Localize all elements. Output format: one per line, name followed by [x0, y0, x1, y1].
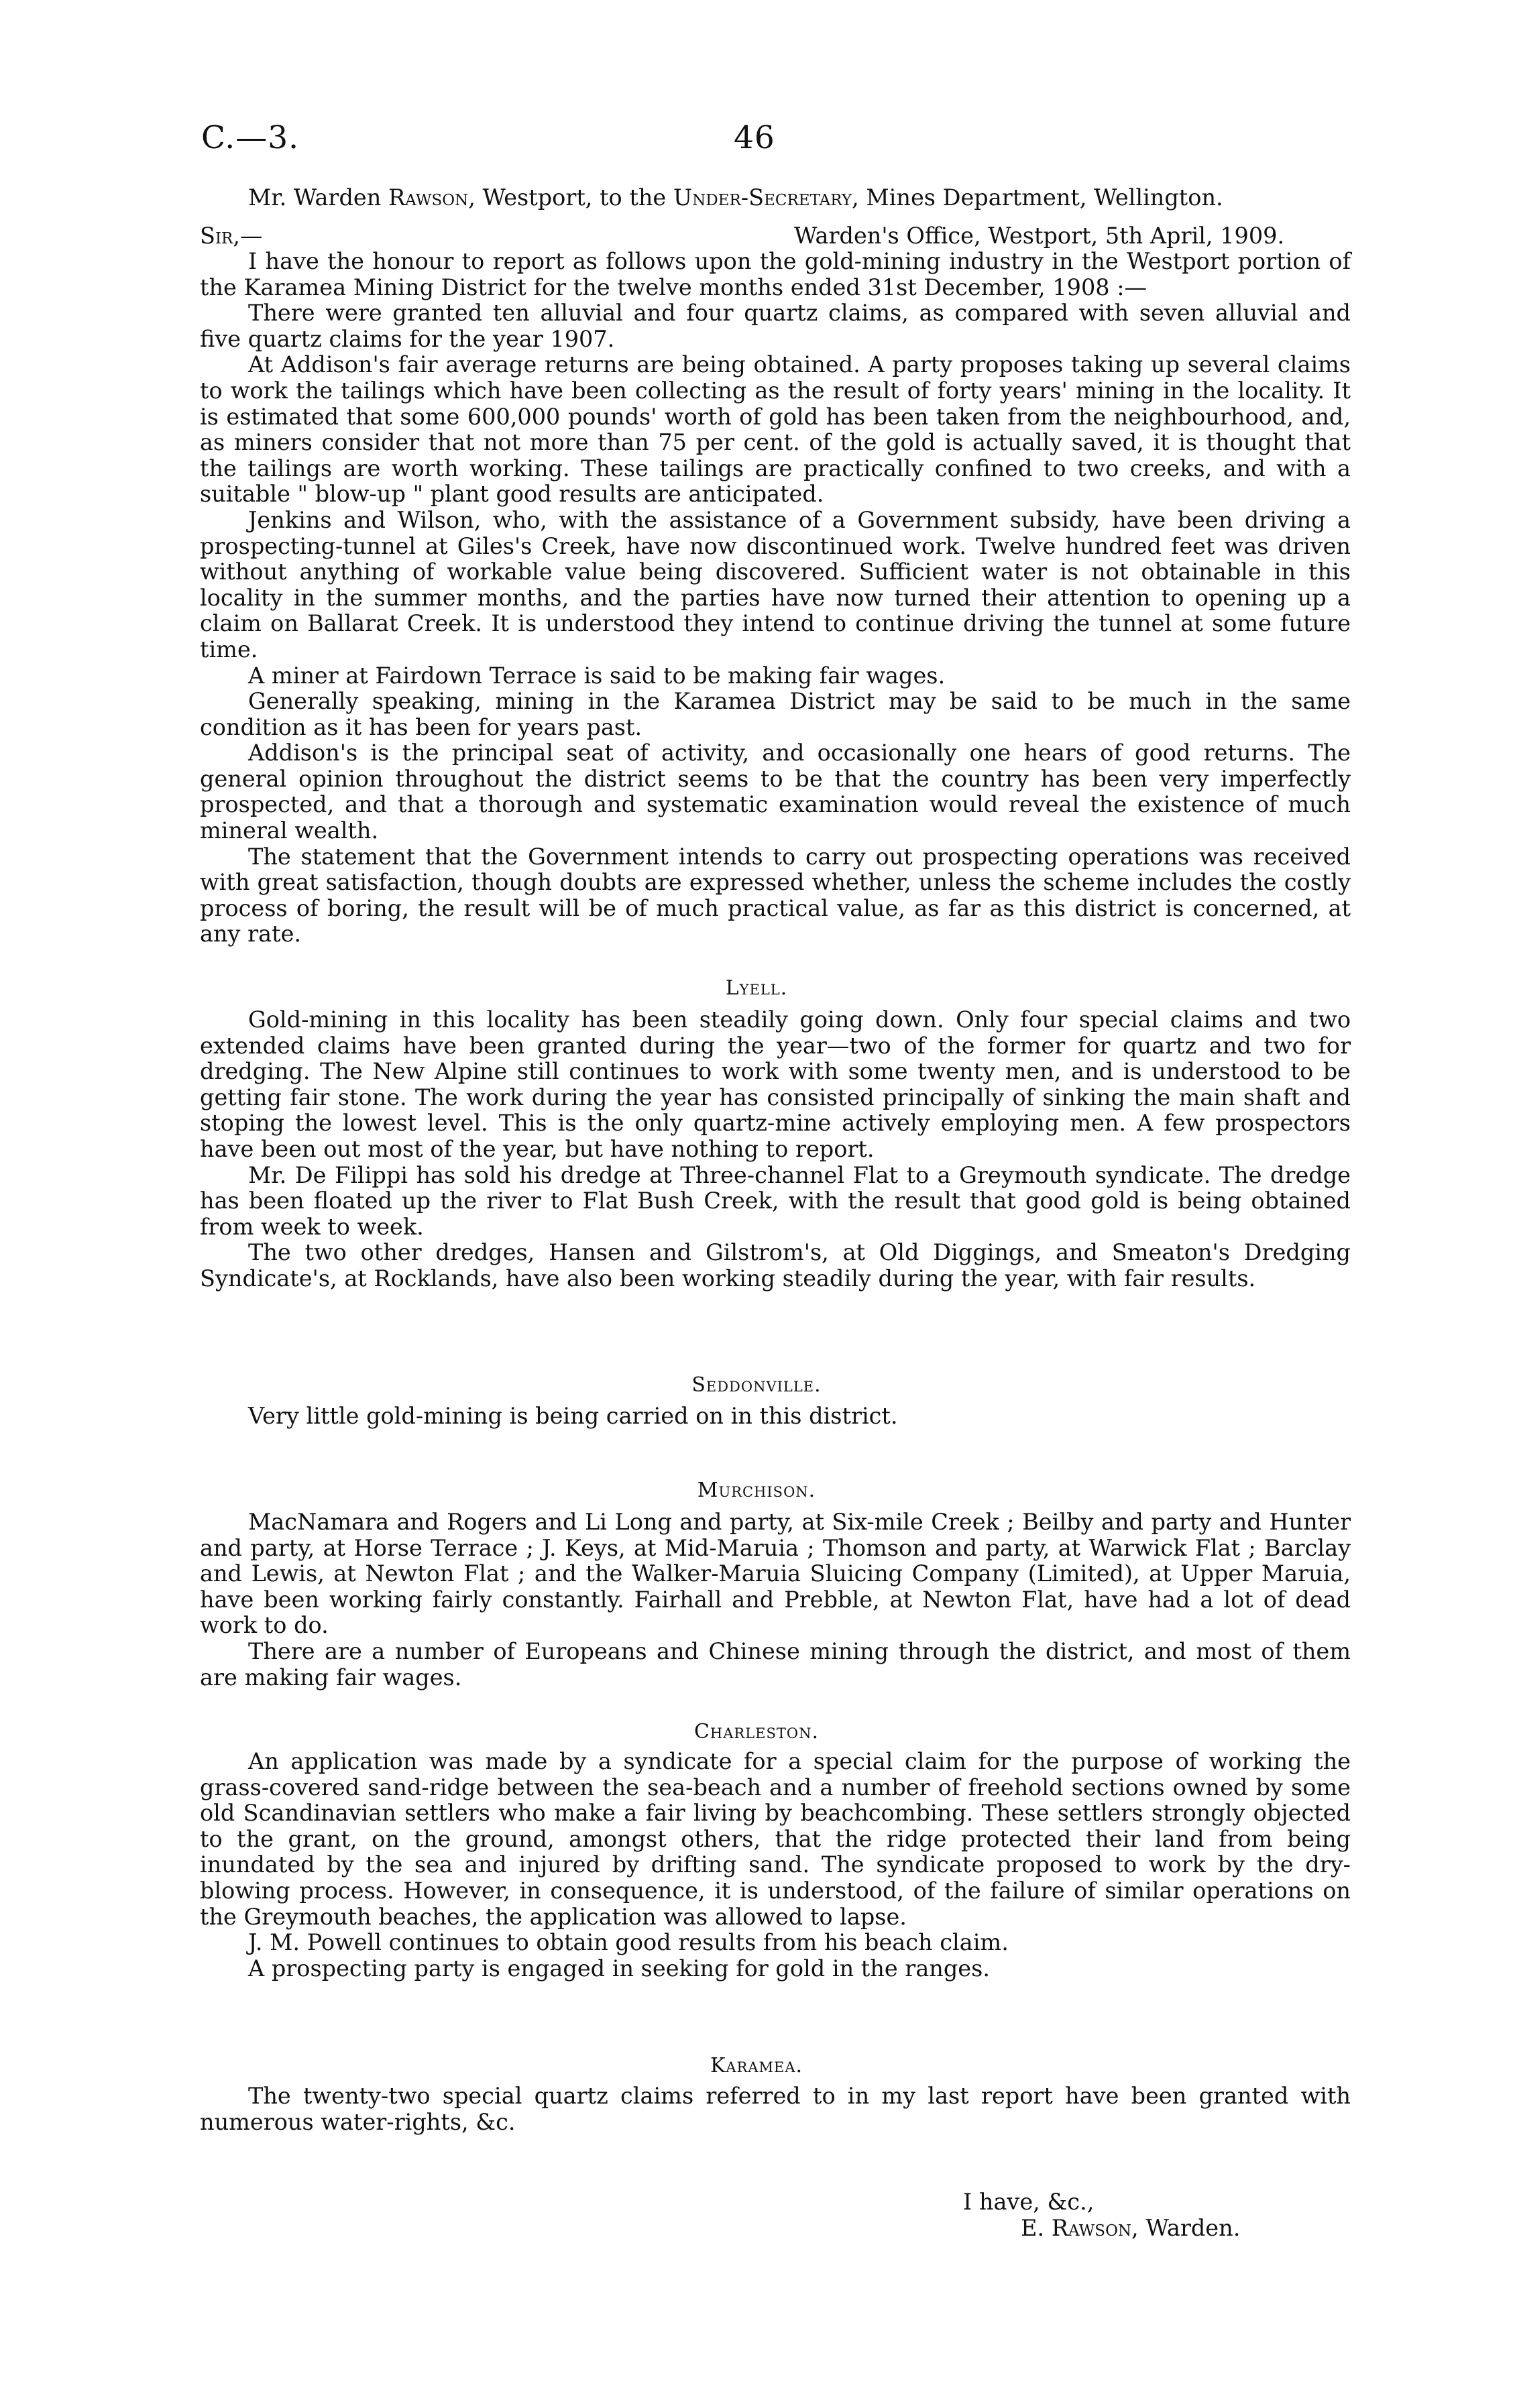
to-title: Under-Secretary — [673, 184, 852, 211]
document-reference: C.—3. — [201, 119, 300, 156]
section-body-charleston — [200, 1749, 1351, 1982]
paragraph: Mr. De Filippi has sold his dredge at Three-channel Flat to a Greymouth syndicate. The dredge has been floated up the river to Flat Bush Creek, with the result that good gold is being obtained from week to week. — [200, 1161, 1351, 1240]
from-prefix: Mr. Warden — [248, 184, 382, 211]
paragraph: At Addison's fair average returns are being obtained. A party proposes taking up several claims to work the tailings which have been collecting as the result of forty years' mining in the locality. It is estimated that some 600,000 pounds' worth of gold has been taken from the neighbourhood, and, as miners consider that not more than 75 per cent. of the gold is actually saved, it is thought that the tailings are worth working. These tailings are practically confined to two creeks, and with a suitable " blow-up " plant good results are anticipated. — [200, 351, 1351, 508]
signature-title: , Warden. — [1131, 2215, 1241, 2241]
section-body-lyell — [200, 1007, 1351, 1292]
signature — [1021, 2215, 1240, 2241]
paragraph: The statement that the Government intends to carry out prospecting operations was received with great satisfaction, though doubts are expressed whether, unless the scheme includes the costly process of boring, the result will be of much practical value, as far as this district is concerned, at any rate. — [200, 843, 1351, 948]
paragraph: Addison's is the principal seat of activity, and occasionally one hears of good returns. The general opinion throughout the district seems to be that the country has been very imperfectly prospected, and that a thorough and systematic examination would reveal the existence of much mineral wealth. — [200, 740, 1351, 844]
paragraph: The two other dredges, Hansen and Gilstrom's, at Old Diggings, and Smeaton's Dredging Syndicate's, at Rocklands, have also been working steadily during the year, with fair results. — [200, 1239, 1351, 1292]
signature-name: Rawson — [1051, 2215, 1132, 2241]
from-name: Rawson — [388, 184, 469, 211]
from-place: , Westport, to the — [468, 184, 667, 211]
intro-body — [200, 249, 1351, 948]
letter-addressee — [200, 185, 1351, 211]
dateline: Warden's Office, Westport, 5th April, 1909. — [794, 223, 1285, 249]
section-body-murchison — [200, 1509, 1351, 1690]
to-place: , Mines Department, Wellington. — [852, 184, 1223, 211]
paragraph: Gold-mining in this locality has been steadily going down. Only four special claims and two extended claims have been granted during the year—two of the former for quartz and two for dredging. The New Alpine still continues to work with some twenty men, and is understood to be getting fair stone. The work during the year has consisted principally of sinking the main shaft and stoping the lowest level. This is the only quartz-mine actively employing men. A few prospectors have been out most of the year, but have nothing to report. — [200, 1007, 1351, 1162]
paragraph: The twenty-two special quartz claims referred to in my last report have been granted with numerous water-rights, &c. — [200, 2083, 1351, 2135]
paragraph: There were granted ten alluvial and four quartz claims, as compared with seven alluvial and five quartz claims for the year 1907. — [200, 300, 1351, 352]
section-body-karamea — [200, 2083, 1351, 2135]
section-heading-murchison: Murchison. — [697, 1479, 816, 1502]
section-heading-lyell: Lyell. — [725, 976, 788, 1000]
paragraph: An application was made by a syndicate for a special claim for the purpose of working the grass-covered sand-ridge between the sea-beach and a number of freehold sections owned by some old Scandinavian settlers who make a fair living by beachcombing. These settlers strongly objected to the grant, on the ground, amongst others, that the ridge protected their land from being inundated by the sea and injured by drifting sand. The syndicate proposed to work by the dry-blowing process. However, in consequence, it is understood, of the failure of similar operations on the Greymouth beaches, the application was allowed to lapse. — [200, 1748, 1351, 1930]
paragraph: Generally speaking, mining in the Karamea District may be said to be much in the same condition as it has been for years past. — [200, 688, 1351, 740]
paragraph: There are a number of Europeans and Chinese mining through the district, and most of them are making fair wages. — [200, 1638, 1351, 1690]
signature-initial: E. — [1021, 2215, 1045, 2241]
paragraph: A prospecting party is engaged in seeking for gold in the ranges. — [248, 1955, 990, 1982]
salutation: Sir,— — [200, 223, 263, 249]
paragraph: Very little gold-mining is being carried on in this district. — [248, 1403, 898, 1429]
paragraph: MacNamara and Rogers and Li Long and party, at Six-mile Creek ; Beilby and party and Hunter and party, at Horse Terrace ; J. Keys, at Mid-Maruia ; Thomson and party, at Warwick Flat ; Barclay and Lewis, at Newton Flat ; and the Walker-Maruia Sluicing Company (Limited), at Upper Maruia, have been working fairly constantly. Fairhall and Prebble, at Newton Flat, have had a lot of dead work to do. — [200, 1509, 1351, 1639]
section-heading-seddonville: Seddonville. — [691, 1373, 822, 1397]
section-heading-karamea: Karamea. — [710, 2054, 803, 2077]
paragraph: A miner at Fairdown Terrace is said to be making fair wages. — [248, 662, 946, 689]
page-number: 46 — [734, 119, 775, 156]
section-heading-charleston: Charleston. — [693, 1720, 820, 1743]
closing-line: I have, &c., — [963, 2189, 1095, 2215]
paragraph: I have the honour to report as follows upon the gold-mining industry in the Westport portion of the Karamea Mining District for the twelve months ended 31st December, 1908 :— — [200, 248, 1351, 300]
paragraph: J. M. Powell continues to obtain good results from his beach claim. — [248, 1929, 1009, 1956]
section-body-seddonville — [200, 1403, 1351, 1430]
paragraph: Jenkins and Wilson, who, with the assistance of a Government subsidy, have been driving a prospecting-tunnel at Giles's Creek, have now discontinued work. Twelve hundred feet was driven without anything of workable value being discovered. Sufficient water is not obtainable in this locality in the summer months, and the parties have now turned their attention to opening up a claim on Ballarat Creek. It is understood they intend to continue driving the tunnel at some future time. — [200, 506, 1351, 663]
